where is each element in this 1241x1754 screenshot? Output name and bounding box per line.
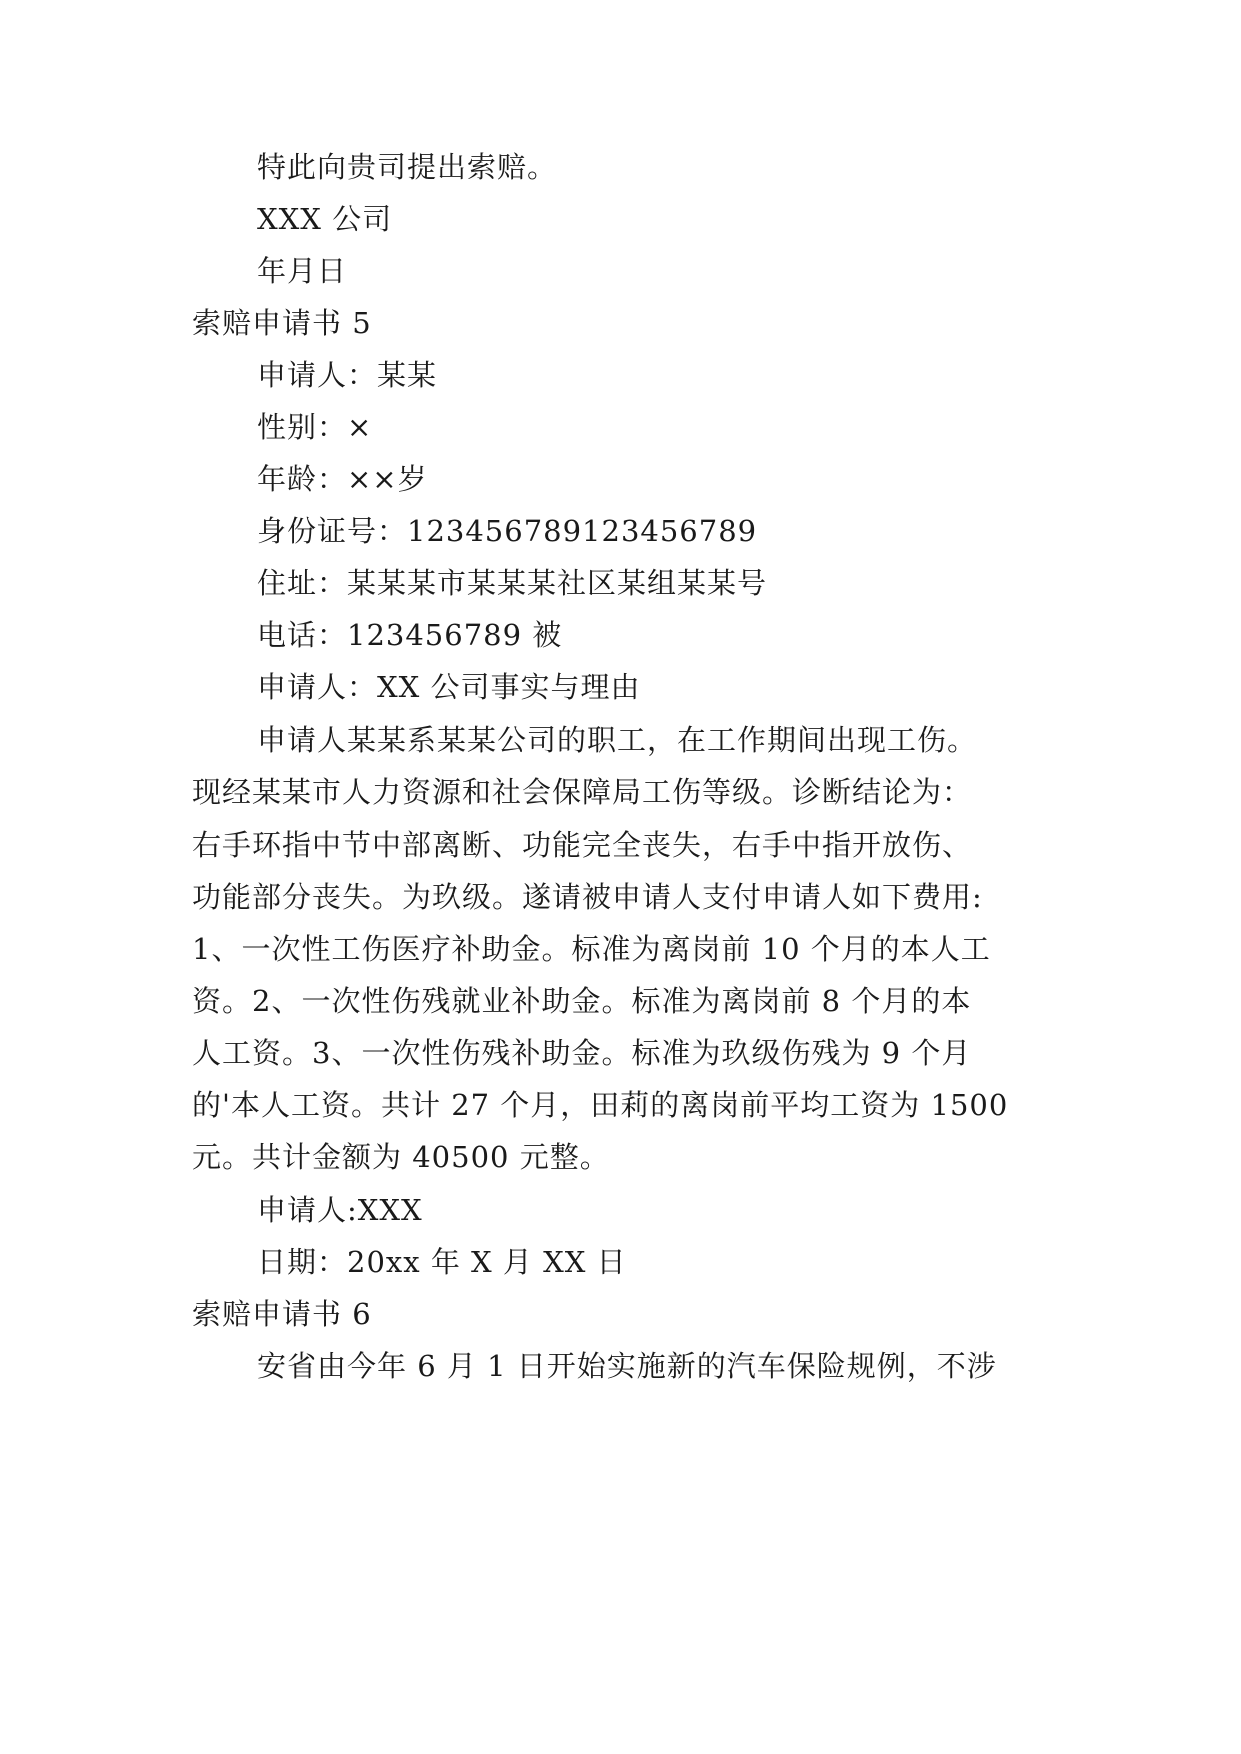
body-line: 的'本人工资。共计 27 个月，田莉的离岗前平均工资为 1500	[192, 1088, 1009, 1122]
body-line: 右手环指中节中部离断、功能完全丧失，右手中指开放伤、	[192, 828, 973, 862]
section6-first-line: 安省由今年 6 月 1 日开始实施新的汽车保险规例，不涉	[257, 1349, 997, 1383]
body-line: 功能部分丧失。为玖级。遂请被申请人支付申请人如下费用:	[192, 880, 983, 914]
body-line: 资。2、一次性伤残就业补助金。标准为离岗前 8 个月的本	[192, 984, 972, 1018]
age-line: 年龄：××岁	[257, 462, 428, 496]
id-number-line: 身份证号：123456789123456789	[257, 514, 758, 548]
section-title-5: 索赔申请书 5	[192, 306, 372, 340]
gender-line: 性别：×	[257, 410, 373, 444]
applicant-name-line: 申请人：某某	[257, 358, 438, 392]
signer-line: 申请人:XXX	[257, 1193, 423, 1227]
body-line: 人工资。3、一次性伤残补助金。标准为玖级伤残为 9 个月	[192, 1036, 972, 1070]
body-line: 申请人某某系某某公司的职工，在工作期间出现工伤。	[257, 723, 978, 757]
body-line: 元。共计金额为 40500 元整。	[192, 1140, 610, 1174]
section-title-6: 索赔申请书 6	[192, 1297, 372, 1331]
date-placeholder-line: 年月日	[257, 254, 348, 288]
body-line: 1、一次性工伤医疗补助金。标准为离岗前 10 个月的本人工	[192, 932, 991, 966]
address-line: 住址：某某某市某某某社区某组某某号	[257, 566, 768, 600]
closing-request-line: 特此向贵司提出索赔。	[257, 150, 558, 184]
date-line: 日期：20xx 年 X 月 XX 日	[257, 1245, 627, 1279]
phone-line: 电话：123456789 被	[257, 618, 563, 652]
company-signature-line: XXX 公司	[257, 202, 393, 236]
body-line: 现经某某市人力资源和社会保障局工伤等级。诊断结论为：	[192, 775, 973, 809]
respondent-line: 申请人：XX 公司事实与理由	[257, 670, 641, 704]
